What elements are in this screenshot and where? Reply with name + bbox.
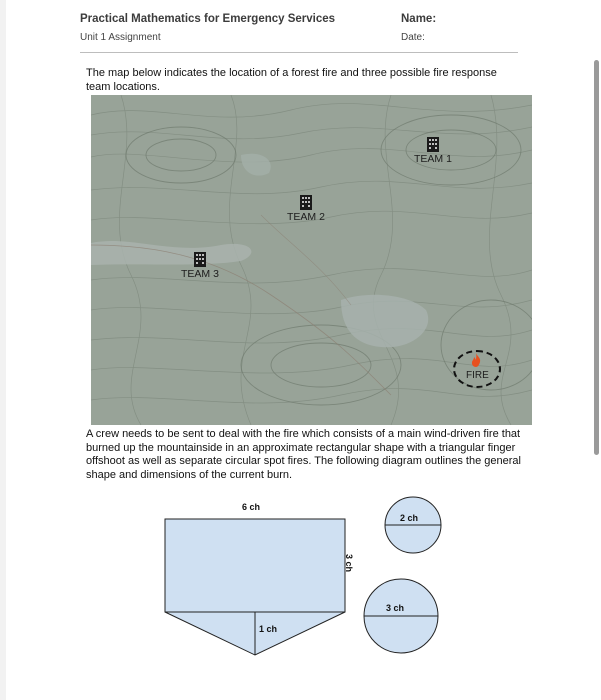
team-3-label: TEAM 3 [181,268,219,280]
flame-icon [470,353,482,367]
team-1-label: TEAM 1 [414,153,452,165]
team-1-marker [414,137,452,165]
building-icon [194,252,206,267]
document-subtitle: Unit 1 Assignment [80,32,161,43]
team-2-marker [287,195,325,223]
rect-width-label: 6 ch [242,502,261,512]
burn-shape-diagram [160,495,460,665]
building-icon [300,195,312,210]
document-title: Practical Mathematics for Emergency Services [80,13,336,25]
team-2-label: TEAM 2 [287,211,325,223]
description-paragraph: A crew needs to be sent to deal with the fire which consists of a main wind-driven fire that burned up the mountainside in an approximate rectangular shape with a triangular finger offshoot as well as separate circular spot fires. The following diagram outlines the general shape and dimensions of the current burn. [86,428,521,481]
triangle-height-label: 1 ch [259,624,278,634]
date-label: Date: [401,32,425,43]
intro-paragraph: The map below indicates the location of a forest fire and three possible fire response team locations. [86,67,497,93]
team-3-marker [181,252,219,280]
page-edge [0,0,6,700]
building-icon [427,137,439,152]
name-label: Name: [401,13,437,25]
topographic-map [91,95,532,425]
large-circle-label: 3 ch [386,603,405,613]
header-divider [80,52,518,53]
rect-height-label: 3 ch [344,553,355,573]
rectangle-burn-area [165,519,345,612]
fire-label: FIRE [466,370,489,381]
small-circle-label: 2 ch [400,513,419,523]
scrollbar[interactable] [594,60,599,455]
